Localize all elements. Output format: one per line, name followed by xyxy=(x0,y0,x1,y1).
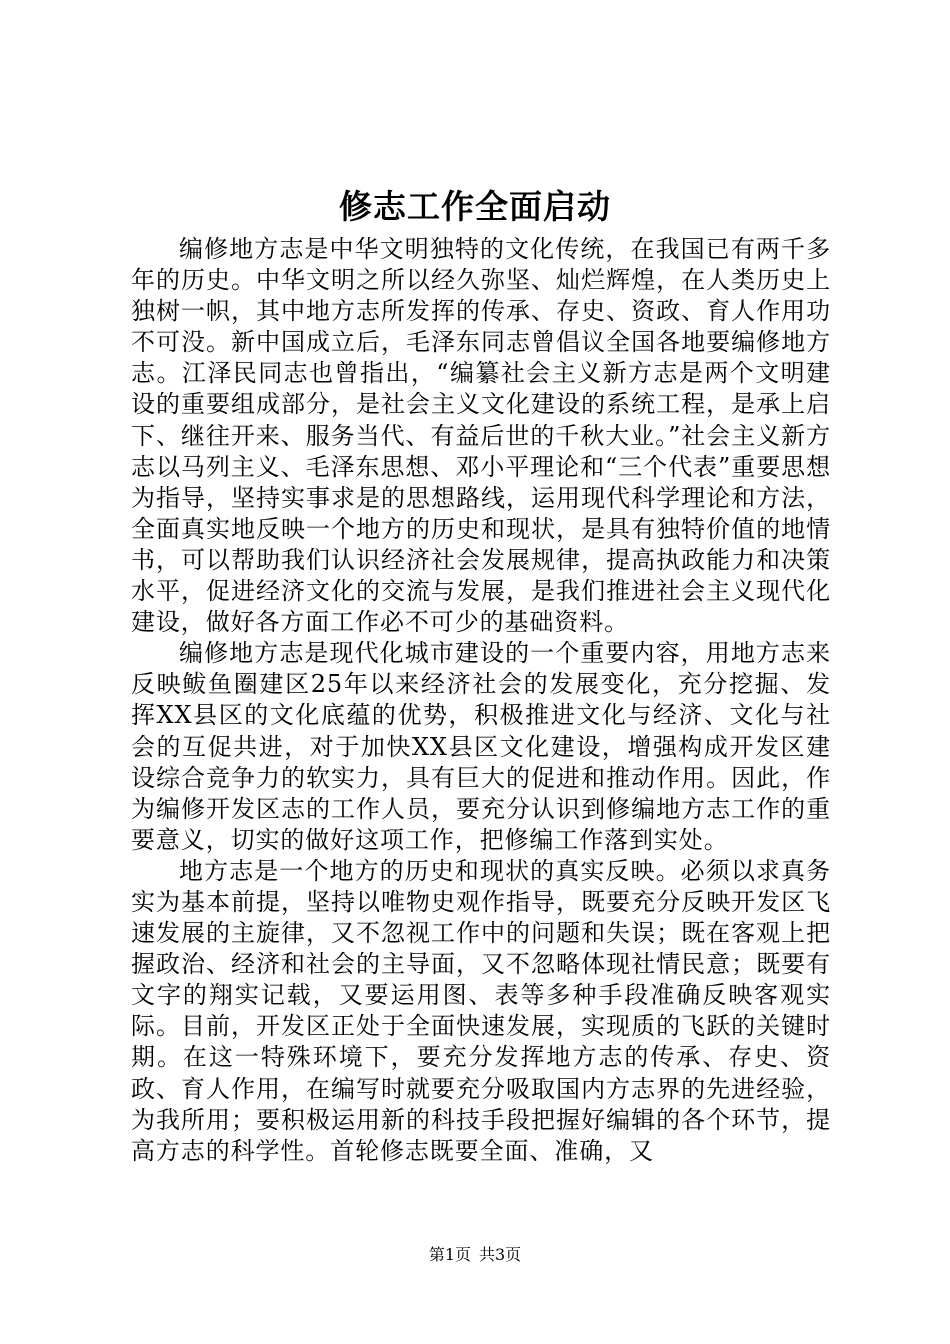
document-body xyxy=(131,234,831,1167)
body-paragraph-3: 地方志是一个地方的历史和现状的真实反映。必须以求真务实为基本前提，坚持以唯物史观作指导，既要充分反映开发区飞速发展的主旋律，又不忽视工作中的问题和失误；既在客观上把握政治、经济和社会的主导面，又不忽略体现社情民意；既要有文字的翔实记载，又要运用图、表等多种手段准确反映客观实际。目前，开发区正处于全面快速发展，实现质的飞跃的关键时期。在这一特殊环境下，要充分发挥地方志的传承、存史、资政、育人作用，在编写时就要充分吸取国内方志界的先进经验，为我所用；要积极运用新的科技手段把握好编辑的各个环节，提高方志的科学性。首轮修志既要全面、准确，又 xyxy=(131,856,831,1165)
body-paragraph-2: 编修地方志是现代化城市建设的一个重要内容，用地方志来反映鲅鱼圈建区25年以来经济社会的发展变化，充分挖掘、发挥XX县区的文化底蕴的优势，积极推进文化与经济、文化与社会的互促共进，对于加快XX县区文化建设，增强构成开发区建设综合竞争力的软实力，具有巨大的促进和推动作用。因此，作为编修开发区志的工作人员，要充分认识到修编地方志工作的重要意义，切实的做好这项工作，把修编工作落到实处。 xyxy=(131,639,831,854)
document-title: 修志工作全面启动 xyxy=(339,187,611,226)
page-footer xyxy=(0,1243,950,1267)
page-number: 第1页 xyxy=(428,1245,471,1264)
body-paragraph-1: 编修地方志是中华文明独特的文化传统，在我国已有两千多年的历史。中华文明之所以经久弥坚、灿烂辉煌，在人类历史上独树一帜，其中地方志所发挥的传承、存史、资政、育人作用功不可没。新中国成立后，毛泽东同志曾倡议全国各地要编修地方志。江泽民同志也曾指出，“编纂社会主义新方志是两个文明建设的重要组成部分，是社会主义文化建设的系统工程，是承上启下、继往开来、服务当代、有益后世的千秋大业。”社会主义新方志以马列主义、毛泽东思想、邓小平理论和“三个代表”重要思想为指导，坚持实事求是的思想路线，运用现代科学理论和方法，全面真实地反映一个地方的历史和现状，是具有独特价值的地情书，可以帮助我们认识经济社会发展规律，提高执政能力和决策水平，促进经济文化的交流与发展，是我们推进社会主义现代化建设，做好各方面工作必不可少的基础资料。 xyxy=(131,235,831,637)
page-count: 共3页 xyxy=(479,1245,522,1264)
